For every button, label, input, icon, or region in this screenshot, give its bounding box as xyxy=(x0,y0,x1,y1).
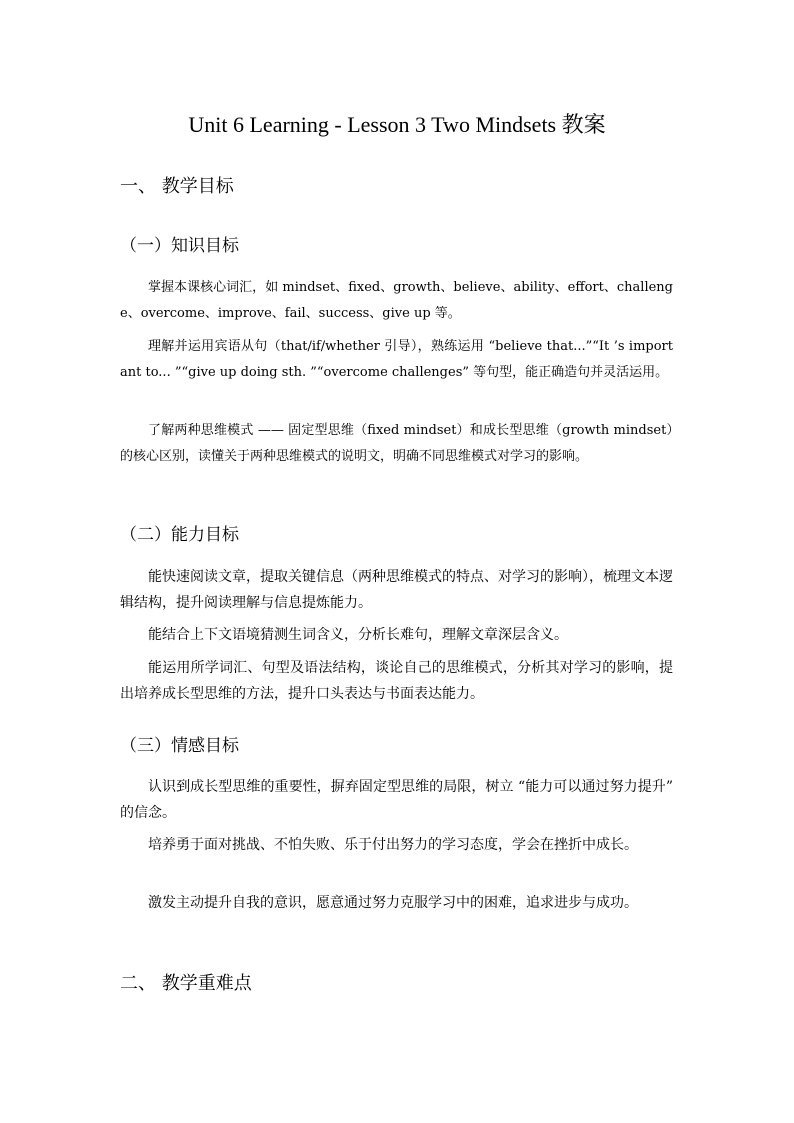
emotion-paragraph-motivation: 激发主动提升自我的意识，愿意通过努力克服学习中的困难，追求进步与成功。 xyxy=(148,895,638,911)
section-heading-key-difficulties: 二、 教学重难点 xyxy=(120,973,252,994)
subsection-heading-knowledge: （一）知识目标 xyxy=(120,236,239,256)
ability-paragraph-expression: 能运用所学词汇、句型及语法结构，谈论自己的思维模式，分析其对学习的影响，提出培养成长型思维的方法，提升口头表达与书面表达能力。 xyxy=(120,660,673,702)
subsection-heading-emotion: （三）情感目标 xyxy=(120,736,239,756)
knowledge-paragraph-vocabulary: 掌握本课核心词汇，如 mindset、fixed、growth、believe、ability、effort、challenge、overcome、improve、fail、success、give up 等。 xyxy=(120,280,673,321)
emotion-paragraph-attitude: 培养勇于面对挑战、不怕失败、乐于付出努力的学习态度，学会在挫折中成长。 xyxy=(148,837,638,853)
ability-paragraph-context: 能结合上下文语境猜测生词含义，分析长难句，理解文章深层含义。 xyxy=(148,627,568,643)
section-heading-teaching-objectives: 一、 教学目标 xyxy=(120,176,234,197)
document-title: Unit 6 Learning - Lesson 3 Two Mindsets 教案 xyxy=(188,112,606,137)
knowledge-paragraph-grammar: 理解并运用宾语从句（that/if/whether 引导），熟练运用 “believe that...”“It ’s important to... ”“give up doing sth. ”“overcome challenges” 等句型，能正确造句并灵活运用。 xyxy=(120,339,673,380)
subsection-heading-ability: （二）能力目标 xyxy=(120,525,239,545)
emotion-paragraph-importance: 认识到成长型思维的重要性，摒弃固定型思维的局限，树立 “能力可以通过努力提升” 的信念。 xyxy=(120,779,673,821)
ability-paragraph-reading: 能快速阅读文章，提取关键信息（两种思维模式的特点、对学习的影响），梳理文本逻辑结构，提升阅读理解与信息提炼能力。 xyxy=(120,569,673,611)
knowledge-paragraph-mindsets: 了解两种思维模式 —— 固定型思维（fixed mindset）和成长型思维（growth mindset）的核心区别，读懂关于两种思维模式的说明文，明确不同思维模式对学习的影响。 xyxy=(120,423,673,464)
